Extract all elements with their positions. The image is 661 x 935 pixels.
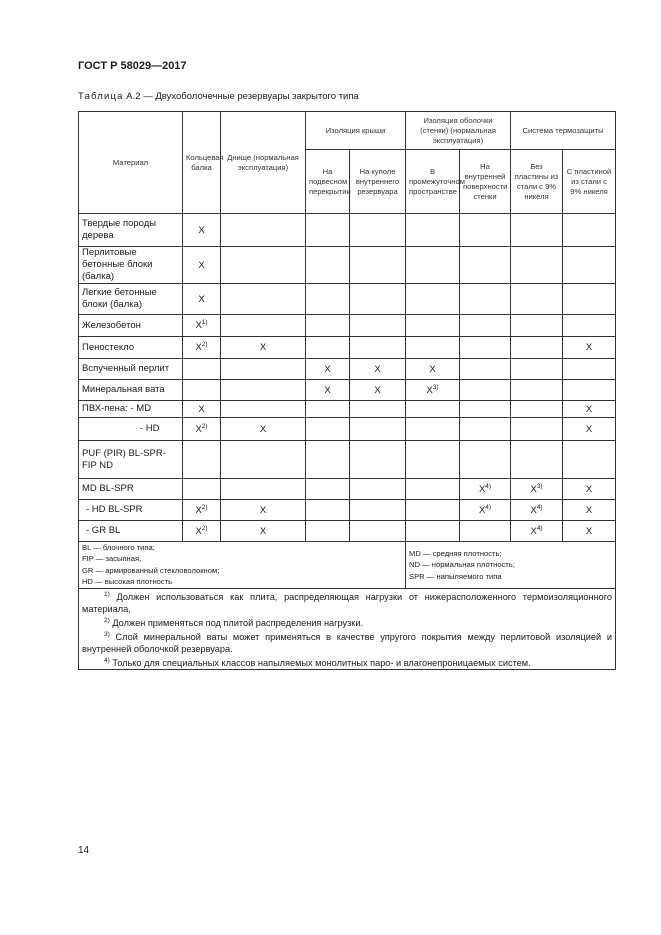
legend-item: MD — средняя плотность;	[409, 548, 502, 558]
material-cell	[79, 247, 183, 284]
table-body	[79, 214, 616, 542]
applicability-mark: X	[198, 293, 205, 305]
material-cell	[79, 479, 183, 500]
footnotes-row	[79, 588, 616, 669]
caption-title: — Двухоболочечные резервуары закрытого типа	[143, 91, 359, 102]
mark-cell	[221, 521, 306, 542]
mark-cell	[563, 401, 616, 418]
mark-cell	[350, 500, 406, 521]
mark-cell	[306, 359, 350, 380]
material-name: Вспученный перлит	[82, 363, 170, 374]
mark-cell	[183, 214, 221, 247]
material-cell	[79, 418, 183, 441]
mark-cell	[460, 337, 511, 359]
table-row	[79, 214, 616, 247]
applicability-mark: X	[426, 385, 433, 397]
header-roof-insulation: Изоляция крыши	[306, 112, 406, 150]
applicability-mark: X	[530, 484, 537, 496]
mark-cell	[406, 500, 460, 521]
mark-cell	[183, 500, 221, 521]
mark-cell	[460, 284, 511, 315]
header-thermal-without: Без пластины из стали с 9% никеля	[511, 150, 563, 214]
mark-cell	[306, 441, 350, 479]
table-row	[79, 500, 616, 521]
mark-cell	[221, 359, 306, 380]
mark-cell	[563, 418, 616, 441]
applicability-mark: X	[195, 320, 202, 332]
footnote-3	[82, 629, 612, 655]
applicability-mark: X	[585, 403, 593, 415]
mark-cell	[350, 521, 406, 542]
mark-cell	[460, 418, 511, 441]
mark-cell	[221, 214, 306, 247]
applicability-mark: X	[429, 363, 436, 375]
applicability-mark: X	[259, 423, 267, 435]
mark-cell	[221, 401, 306, 418]
applicability-mark: X	[585, 423, 593, 435]
applicability-mark: X	[585, 525, 593, 537]
mark-cell	[460, 441, 511, 479]
material-name: PUF (PIR) BL-SPR-FIP ND	[82, 447, 166, 471]
material-cell	[79, 380, 183, 401]
mark-cell	[221, 315, 306, 337]
header-shell-interspace: В промежуточном пространстве	[406, 150, 460, 214]
mark-cell	[306, 479, 350, 500]
mark-cell	[183, 401, 221, 418]
mark-cell	[460, 521, 511, 542]
footnote-text: Должен применяться под плитой распределения нагрузки.	[112, 617, 364, 628]
table-row	[79, 247, 616, 284]
mark-cell	[460, 315, 511, 337]
material-name: Минеральная вата	[82, 384, 165, 395]
mark-cell	[183, 418, 221, 441]
mark-cell	[306, 315, 350, 337]
mark-cell	[350, 284, 406, 315]
mark-cell	[511, 214, 563, 247]
table-row	[79, 521, 616, 542]
header-thermal-with: С пластиной из стали с 9% никеля	[563, 150, 616, 214]
mark-cell	[350, 359, 406, 380]
mark-cell	[406, 401, 460, 418]
mark-cell	[406, 521, 460, 542]
mark-cell	[460, 359, 511, 380]
mark-cell	[183, 479, 221, 500]
applicability-mark: X	[585, 342, 593, 353]
material-cell	[79, 401, 183, 418]
footnote-ref: 2)	[201, 422, 208, 430]
mark-cell	[306, 247, 350, 284]
caption-number: А.2	[126, 91, 141, 102]
mark-cell	[183, 521, 221, 542]
footnote-text: Слой минеральной ваты может применяться в качестве упругого покрытия между перлитовой изоляцией и внутренней оболочкой резервуара.	[82, 631, 613, 654]
mark-cell	[406, 380, 460, 401]
mark-cell	[511, 284, 563, 315]
material-name: Твердые породы дерева	[82, 218, 157, 241]
insulation-materials-table	[78, 111, 616, 670]
material-name: - GR BL	[86, 525, 121, 536]
standard-number: ГОСТ Р 58029—2017	[78, 60, 187, 72]
legend-right	[406, 542, 616, 589]
mark-cell	[563, 337, 616, 359]
mark-cell	[511, 418, 563, 441]
mark-cell	[406, 337, 460, 359]
legend-left	[79, 542, 406, 589]
mark-cell	[306, 214, 350, 247]
footnote-ref: 2)	[201, 341, 208, 349]
mark-cell	[563, 284, 616, 315]
mark-cell	[511, 315, 563, 337]
footnote-4	[82, 655, 612, 669]
header-shell-inner-surface: На внутренней поверхности стенки	[460, 150, 511, 214]
mark-cell	[511, 500, 563, 521]
mark-cell	[460, 247, 511, 284]
applicability-mark: X	[585, 504, 593, 516]
mark-cell	[406, 214, 460, 247]
header-roof-suspended: На подвесном перекрытии	[306, 150, 350, 214]
material-cell	[79, 315, 183, 337]
mark-cell	[406, 359, 460, 380]
mark-cell	[306, 521, 350, 542]
mark-cell	[511, 401, 563, 418]
mark-cell	[221, 500, 306, 521]
header-roof-dome: На куполе внутреннего резервуара	[350, 150, 406, 214]
footnote-mark: 1)	[104, 590, 110, 598]
mark-cell	[460, 401, 511, 418]
applicability-mark: X	[374, 384, 381, 396]
footnote-1	[82, 589, 612, 615]
material-cell	[79, 359, 183, 380]
applicability-mark: X	[374, 363, 381, 375]
mark-cell	[221, 380, 306, 401]
legend-item: FIP — засыпная,	[82, 554, 142, 564]
mark-cell	[511, 380, 563, 401]
header-bottom: Днище (нормальная эксплуатация)	[221, 112, 306, 214]
mark-cell	[306, 401, 350, 418]
applicability-mark: X	[259, 504, 267, 516]
footnotes	[79, 588, 616, 669]
applicability-mark: X	[530, 526, 537, 538]
mark-cell	[183, 247, 221, 284]
mark-cell	[563, 521, 616, 542]
mark-cell	[511, 479, 563, 500]
header-ring-beam: Кольцевая балка	[183, 112, 221, 214]
table-row	[79, 315, 616, 337]
mark-cell	[183, 337, 221, 359]
mark-cell	[406, 315, 460, 337]
legend-item: BL — блочного типа;	[82, 543, 155, 552]
caption-label: Таблица	[78, 91, 124, 102]
mark-cell	[221, 418, 306, 441]
mark-cell	[350, 315, 406, 337]
applicability-mark: X	[324, 363, 331, 375]
footnote-text: Должен использоваться как плита, распределяющая нагрузки от нижерасположенного термоизоляционного материала,	[82, 591, 613, 614]
legend-item: SPR — напыляемого типа	[409, 571, 502, 581]
mark-cell	[183, 315, 221, 337]
material-cell	[79, 337, 183, 359]
mark-cell	[406, 284, 460, 315]
applicability-mark: X	[259, 342, 267, 353]
mark-cell	[511, 441, 563, 479]
mark-cell	[306, 284, 350, 315]
mark-cell	[563, 359, 616, 380]
material-cell	[79, 500, 183, 521]
mark-cell	[306, 380, 350, 401]
page-number: 14	[78, 845, 90, 856]
applicability-mark: X	[195, 505, 202, 517]
mark-cell	[511, 521, 563, 542]
footnote-mark: 4)	[104, 656, 110, 664]
mark-cell	[460, 479, 511, 500]
mark-cell	[221, 284, 306, 315]
mark-cell	[406, 441, 460, 479]
footnote-mark: 3)	[104, 630, 110, 638]
material-name: MD BL-SPR	[82, 483, 134, 494]
applicability-mark: X	[195, 526, 202, 538]
footnote-2	[82, 615, 612, 629]
applicability-mark: X	[198, 259, 205, 271]
mark-cell	[406, 247, 460, 284]
mark-cell	[350, 401, 406, 418]
material-name: Перлитовые бетонные блоки (балка)	[82, 247, 153, 282]
legend-item: ND — нормальная плотность;	[409, 560, 515, 570]
table-row	[79, 441, 616, 479]
applicability-mark: X	[259, 525, 267, 537]
mark-cell	[350, 337, 406, 359]
footnote-mark: 2)	[104, 616, 110, 624]
mark-cell	[221, 479, 306, 500]
material-name: Железобетон	[82, 319, 141, 331]
footnote-text: Только для специальных классов напыляемых монолитных паро- и влагонепроницаемых систем.	[112, 657, 531, 668]
applicability-mark: X	[530, 505, 537, 517]
header-shell-insulation: Изоляция оболочки (стенки) (нормальная эксплуатация)	[406, 112, 511, 150]
mark-cell	[306, 500, 350, 521]
legend-row	[79, 542, 616, 589]
material-cell	[79, 284, 183, 315]
mark-cell	[563, 500, 616, 521]
mark-cell	[350, 214, 406, 247]
footnote-ref: 2)	[201, 503, 208, 511]
footnote-ref: 3)	[432, 383, 439, 391]
mark-cell	[183, 359, 221, 380]
material-cell	[79, 441, 183, 479]
footnote-ref: 4)	[536, 503, 543, 511]
mark-cell	[350, 441, 406, 479]
mark-cell	[221, 441, 306, 479]
applicability-mark: X	[198, 403, 205, 415]
footnote-ref: 3)	[536, 482, 543, 490]
material-cell	[79, 214, 183, 247]
material-name: Пеностекло	[82, 341, 135, 353]
table-caption	[78, 91, 359, 102]
mark-cell	[460, 500, 511, 521]
material-cell	[79, 521, 183, 542]
mark-cell	[183, 380, 221, 401]
mark-cell	[511, 359, 563, 380]
applicability-mark: X	[478, 505, 486, 517]
header-thermal-system: Система термозащиты	[511, 112, 616, 150]
table-row	[79, 479, 616, 500]
mark-cell	[306, 337, 350, 359]
footnote-ref: 4)	[536, 524, 543, 532]
mark-cell	[350, 418, 406, 441]
applicability-mark: X	[198, 224, 205, 236]
applicability-mark: X	[195, 342, 202, 354]
table-row	[79, 359, 616, 380]
table-row	[79, 337, 616, 359]
material-name: - HD BL-SPR	[86, 504, 143, 515]
mark-cell	[563, 247, 616, 284]
table-row	[79, 418, 616, 441]
mark-cell	[511, 337, 563, 359]
material-name: - HD	[140, 423, 160, 434]
mark-cell	[563, 380, 616, 401]
mark-cell	[183, 441, 221, 479]
mark-cell	[511, 247, 563, 284]
mark-cell	[563, 214, 616, 247]
footnote-ref: 4)	[485, 503, 492, 511]
header-material: Материал	[79, 112, 183, 214]
table-row	[79, 401, 616, 418]
mark-cell	[306, 418, 350, 441]
applicability-mark: X	[478, 484, 486, 496]
mark-cell	[350, 380, 406, 401]
material-name: ПВХ-пена: - MD	[82, 403, 152, 414]
applicability-mark: X	[585, 483, 593, 495]
mark-cell	[350, 247, 406, 284]
legend-item: GR — армированный стекловолокном;	[82, 565, 220, 575]
table-row	[79, 380, 616, 401]
mark-cell	[460, 214, 511, 247]
mark-cell	[563, 479, 616, 500]
footnote-ref: 1)	[201, 319, 208, 327]
footnote-ref: 4)	[485, 482, 492, 490]
mark-cell	[406, 418, 460, 441]
material-name: Легкие бетонные блоки (балка)	[82, 287, 157, 310]
applicability-mark: X	[324, 384, 331, 396]
mark-cell	[563, 315, 616, 337]
applicability-mark: X	[195, 424, 202, 436]
mark-cell	[350, 479, 406, 500]
mark-cell	[183, 284, 221, 315]
mark-cell	[406, 479, 460, 500]
legend-item: HD — высокая плотность	[82, 577, 173, 587]
footnote-ref: 2)	[201, 524, 208, 532]
table-row	[79, 284, 616, 315]
mark-cell	[460, 380, 511, 401]
mark-cell	[221, 337, 306, 359]
mark-cell	[563, 441, 616, 479]
mark-cell	[221, 247, 306, 284]
